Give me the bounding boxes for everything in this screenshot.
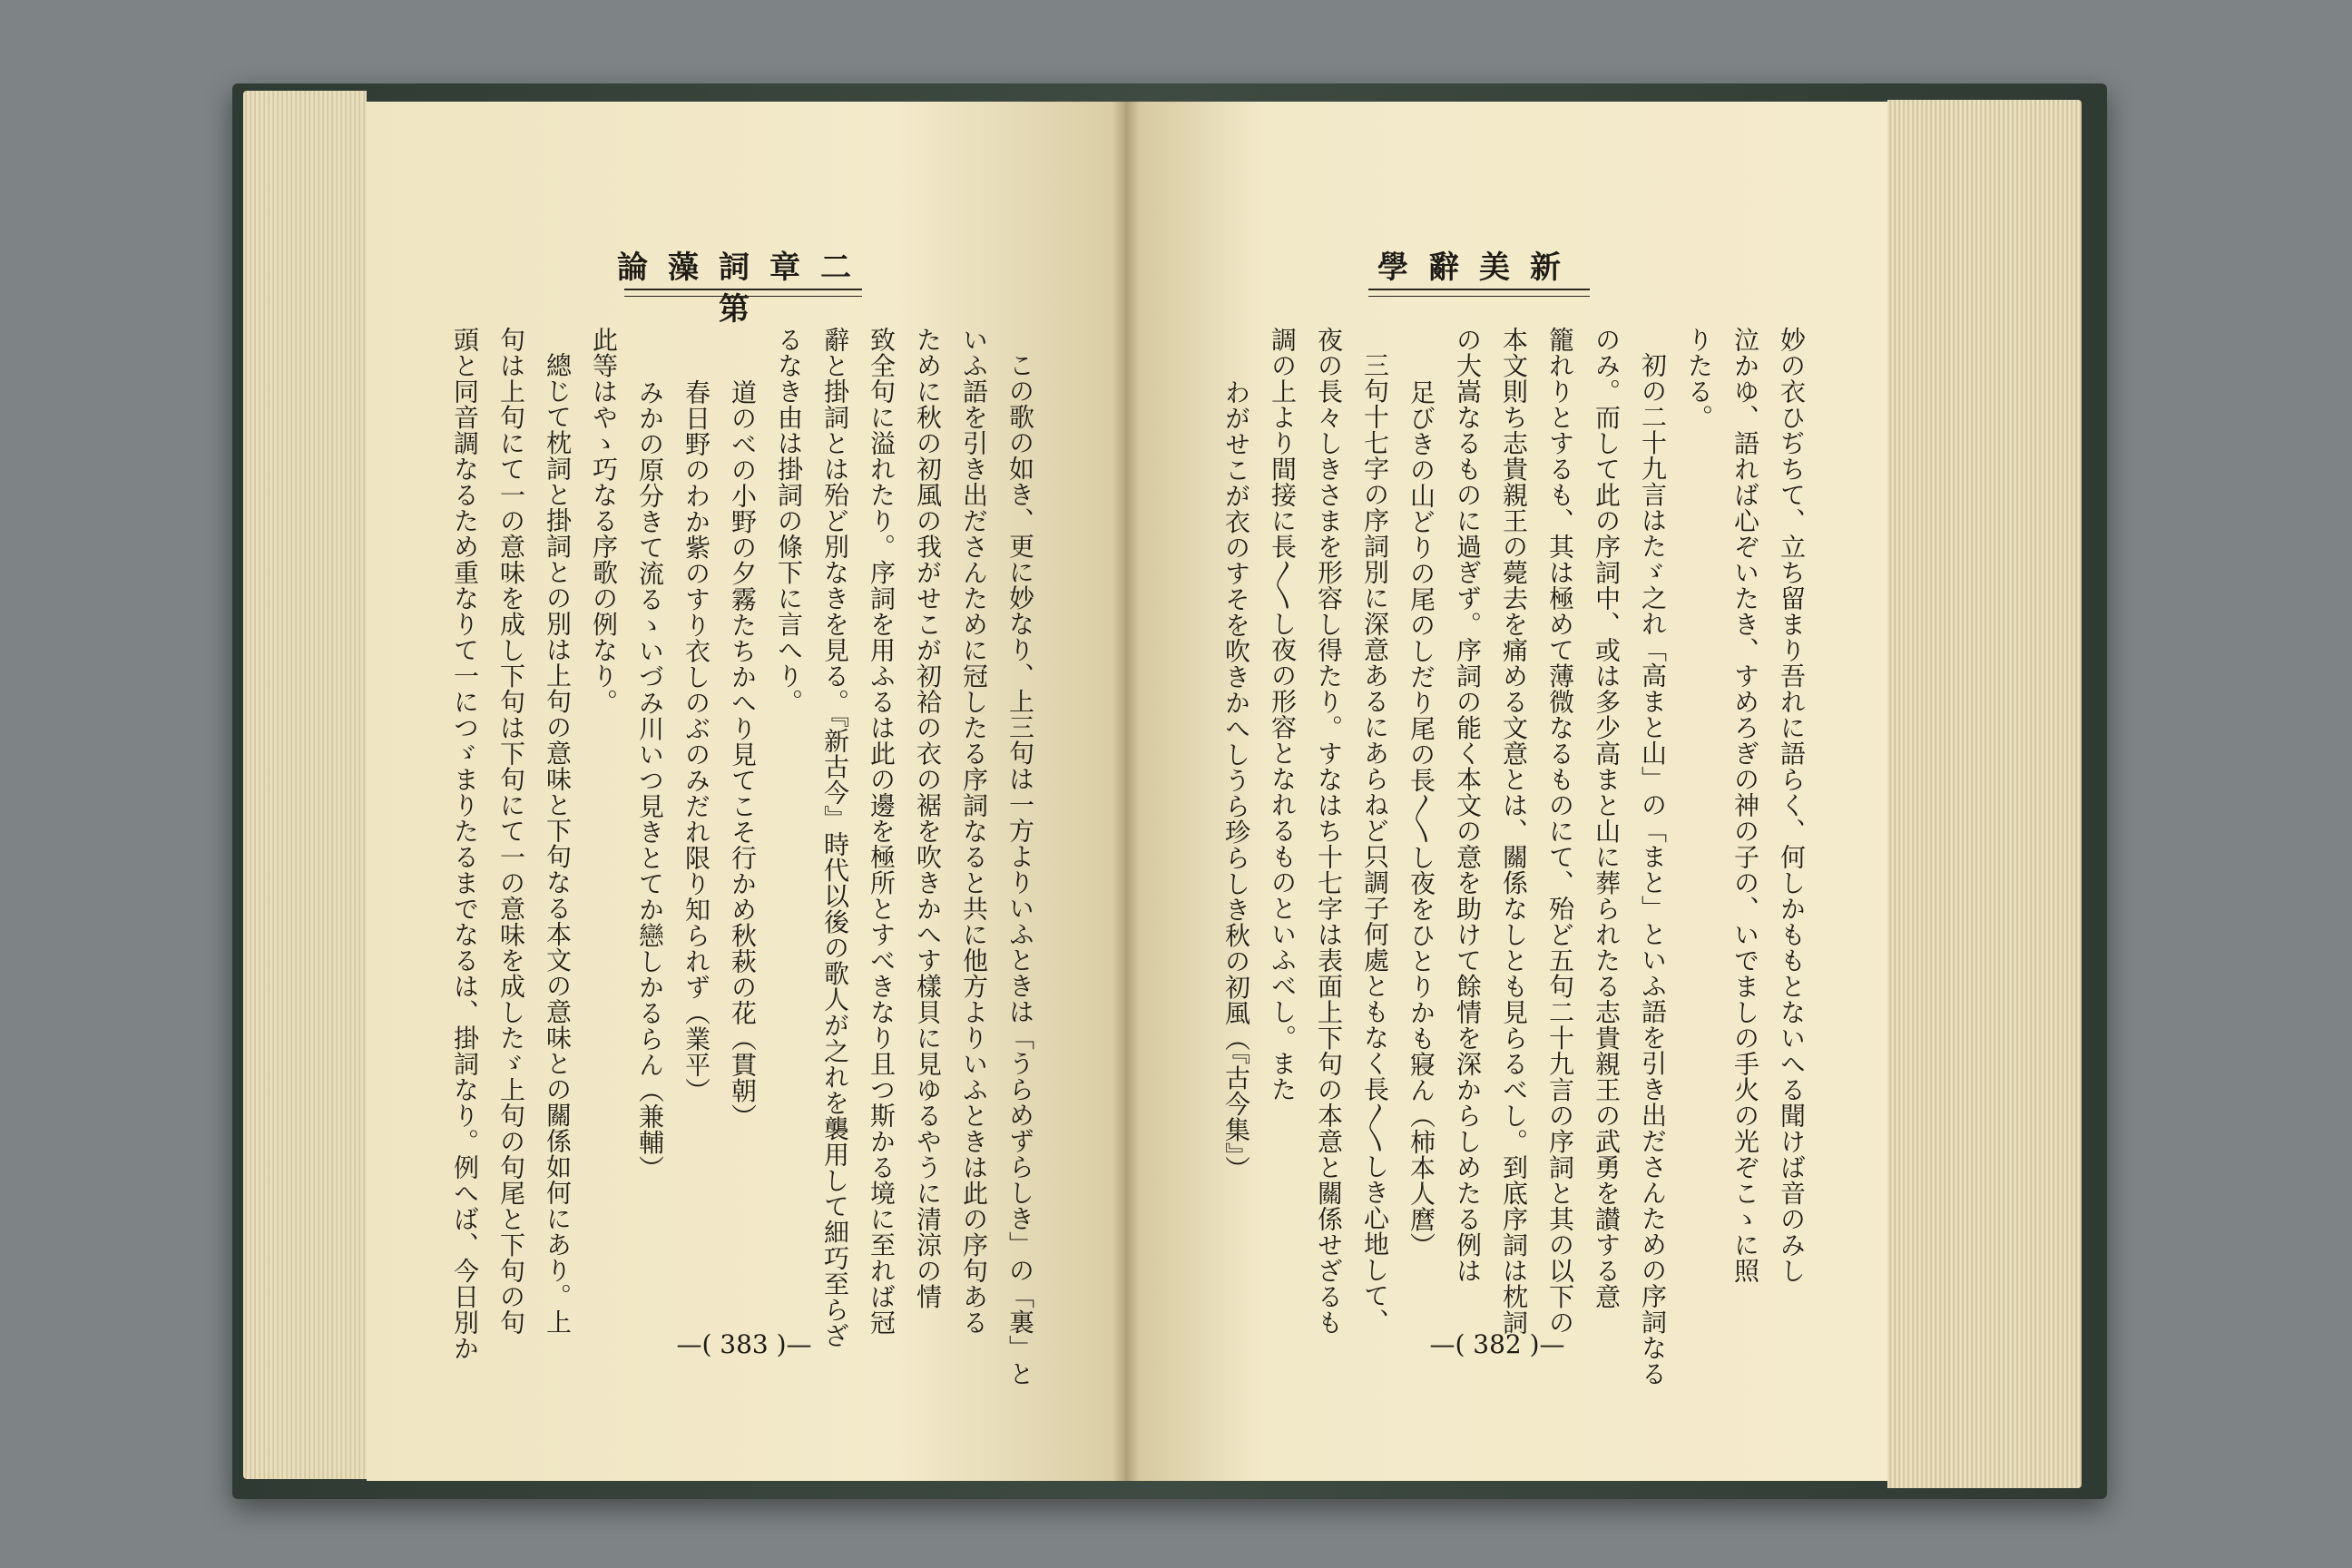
- left-page-text-line: 此等はやゝ巧なる序歌の例なり。: [589, 327, 619, 715]
- left-page-text-line: 頭と同音調なるため重なりて一につゞまりたるまでなるは、掛詞なり。例へば、今日別か: [450, 327, 480, 1361]
- right-header-rule: [1368, 289, 1590, 297]
- left-page-text-line: 道のべの小野の夕霧たちかへり見てこそ行かめ秋萩の花（貫朝）: [728, 379, 758, 1130]
- left-page-text-line: みかの原分きて流るゝいづみ川いつ見きとてか戀しかるらん（兼輔）: [635, 379, 665, 1181]
- book-gutter: [1112, 102, 1140, 1481]
- right-page-number: —( 382 )—: [1429, 1329, 1565, 1359]
- left-page-text-line: 辭と掛詞とは殆ど別なきを見る。『新古今』時代以後の歌人が之れを襲用して細巧至らざ: [820, 327, 850, 1348]
- left-page-text-line: 總じて枕詞と掛詞との別は上句の意味と下句なる本文の意味との關係如何にあり。上: [543, 352, 573, 1335]
- right-page-text-line: 夜の長々しきさまを形容し得たり。すなはち十七字は表面上下句の本意と關係せざるも: [1314, 327, 1344, 1336]
- right-page-text-line: 足びきの山どりの尾のしだり尾の長〳〵し夜をひとりかも寢ん（柿本人麿）: [1406, 379, 1436, 1259]
- left-page-text-line: 句は上句にて一の意味を成し下句は下句にて一の意味を成したゞ上句の句尾と下句の句: [496, 327, 526, 1336]
- left-page-text-line: 致全句に溢れたり。序詞を用ふるは此の邊を極所とすべきなり且つ斯かる境に至れば冠: [867, 327, 897, 1336]
- left-page-text-line: この歌の如き、更に妙なり、上三句は一方よりいふときは「うらめずらしき」の「裏」と: [1005, 352, 1035, 1387]
- right-page-text-line: わがせこが衣のすそを吹きかへしうら珍らしき秋の初風（『古今集』）: [1221, 379, 1251, 1181]
- page-edges-right: [1887, 100, 2082, 1488]
- left-page-text-line: ために秋の初風の我がせこが初袷の衣の裾を吹きかへす樣貝に見ゆるやうに清涼の情: [913, 327, 943, 1309]
- left-page-header: 論藻詞章二第: [617, 250, 871, 328]
- right-page-text-line: 初の二十九言はたゞ之れ「高まと山」の「まと」といふ語を引き出ださんための序詞なる: [1638, 352, 1668, 1387]
- right-page-text-line: 泣かゆ、語れば心ぞいたき、すめろぎの神の子の、いでましの手火の光ぞこゝに照: [1730, 327, 1760, 1284]
- right-page-text-line: 籠れりとするも、其は極めて薄微なるものにて、殆ど五句二十九言の序詞と其の以下の: [1545, 327, 1575, 1336]
- right-page-header: 學辭美新: [1377, 250, 1581, 286]
- right-page-text-line: りたる。: [1684, 327, 1714, 430]
- page-edges-left: [243, 91, 367, 1479]
- left-page-text-line: 春日野のわか紫のすり衣しのぶのみだれ限り知られず（業平）: [681, 379, 711, 1103]
- left-page-text-line: いふ語を引き出ださんために冠したる序詞なると共に他方よりいふときは此の序句ある: [959, 327, 989, 1336]
- right-page-text-line: の大嵩なるものに過ぎず。序詞の能く本文の意を助けて餘情を深からしめたる例は: [1453, 327, 1483, 1284]
- right-page-text-line: 妙の衣ひぢちて、立ち留まり吾れに語らく、何しかももとないへる聞けば音のみし: [1777, 327, 1807, 1284]
- left-page-text-line: るなき由は掛詞の條下に言へり。: [774, 327, 804, 715]
- left-header-rule: [624, 289, 862, 297]
- right-page-text-line: 調の上より間接に長〳〵し夜の形容となれるものといふべし。また: [1268, 327, 1298, 1102]
- left-page-number: —( 383 )—: [676, 1329, 812, 1359]
- right-page-text-line: 三句十七字の序詞別に深意あるにあらねど只調子何處ともなく長〳〵しき心地して、: [1360, 352, 1390, 1335]
- right-page-text-line: のみ。而して此の序詞中、或は多少高まと山に葬られたる志貴親王の武勇を讃する意: [1592, 327, 1622, 1309]
- right-page-text-line: 本文則ち志貴親王の薨去を痛める文意とは、關係なしとも見らるべし。到底序詞は枕詞: [1499, 327, 1529, 1336]
